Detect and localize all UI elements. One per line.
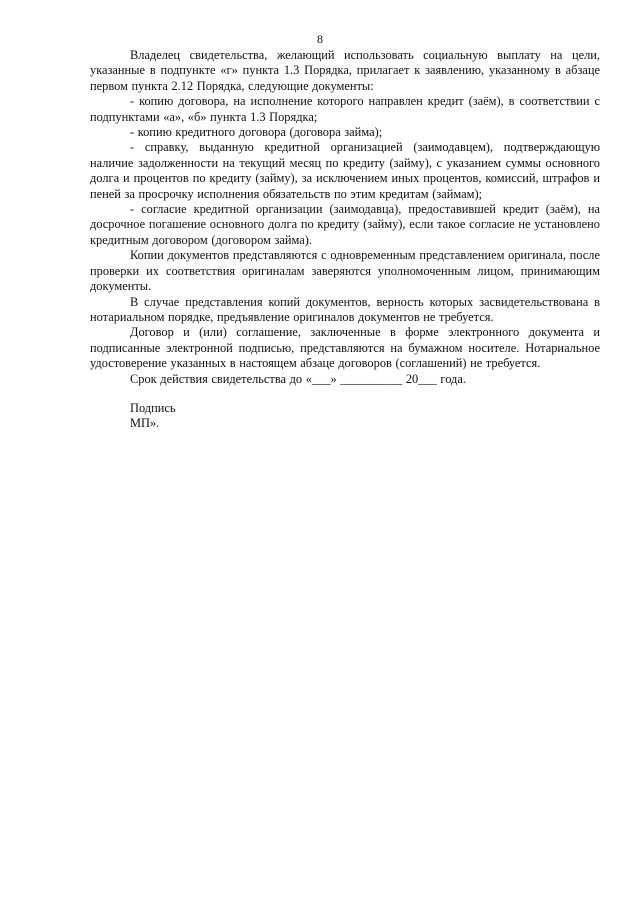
list-item-contract-copy: - копию договора, на исполнение которого направлен кредит (заём), в соответствии с подпунктами «а», «б» пункта 1.3 Порядка; [90,94,600,124]
certificate-validity-line: Срок действия свидетельства до «___» __________ 20___ года. [130,371,466,386]
list-item-debt-certificate: - справку, выданную кредитной организацией (заимодавцем), подтверждающую наличие задолженности на текущий месяц по кредиту (займу), с указанием суммы основного долга и процентов по кредиту (займу), за исключением иных процентов, комиссий, штрафов и пеней за просрочку исполнения обязательств по этим кредитам (займам); [90,140,600,201]
page-number: 8 [317,32,323,46]
spacer [90,387,600,401]
paragraph-notarized-copies: В случае представления копий документов, верность которых засвидетельствована в нотариальном порядке, предъявление оригиналов документов не требуется. [90,294,600,324]
paragraph-intro: Владелец свидетельства, желающий использовать социальную выплату на цели, указанные в подпункте «г» пункта 1.3 Порядка, прилагает к заявлению, указанному в абзаце первом пункта 2.12 Порядка, следующие документы: [90,48,600,93]
list-item-early-repayment-consent: - согласие кредитной организации (заимодавца), предоставившей кредит (заём), на досрочное погашение основного долга по кредиту (займу), если такое согласие не установлено кредитным договором (договором займа). [90,202,600,247]
document-body [90,48,600,432]
paragraph-copies-verification: Копии документов представляются с одновременным представлением оригинала, после проверки их соответствия оригиналам заверяются уполномоченным лицом, принимающим документы. [90,248,600,294]
seal-label: МП». [130,416,160,431]
paragraph-electronic-documents: Договор и (или) соглашение, заключенные в форме электронного документа и подписанные электронной подписью, представляются на бумажном носителе. Нотариальное удостоверение указанных в настоящем абзаце договоров (соглашений) не требуется. [90,325,600,371]
signature-label: Подпись [130,400,176,415]
list-item-credit-contract-copy: - копию кредитного договора (договора займа); [130,125,383,140]
